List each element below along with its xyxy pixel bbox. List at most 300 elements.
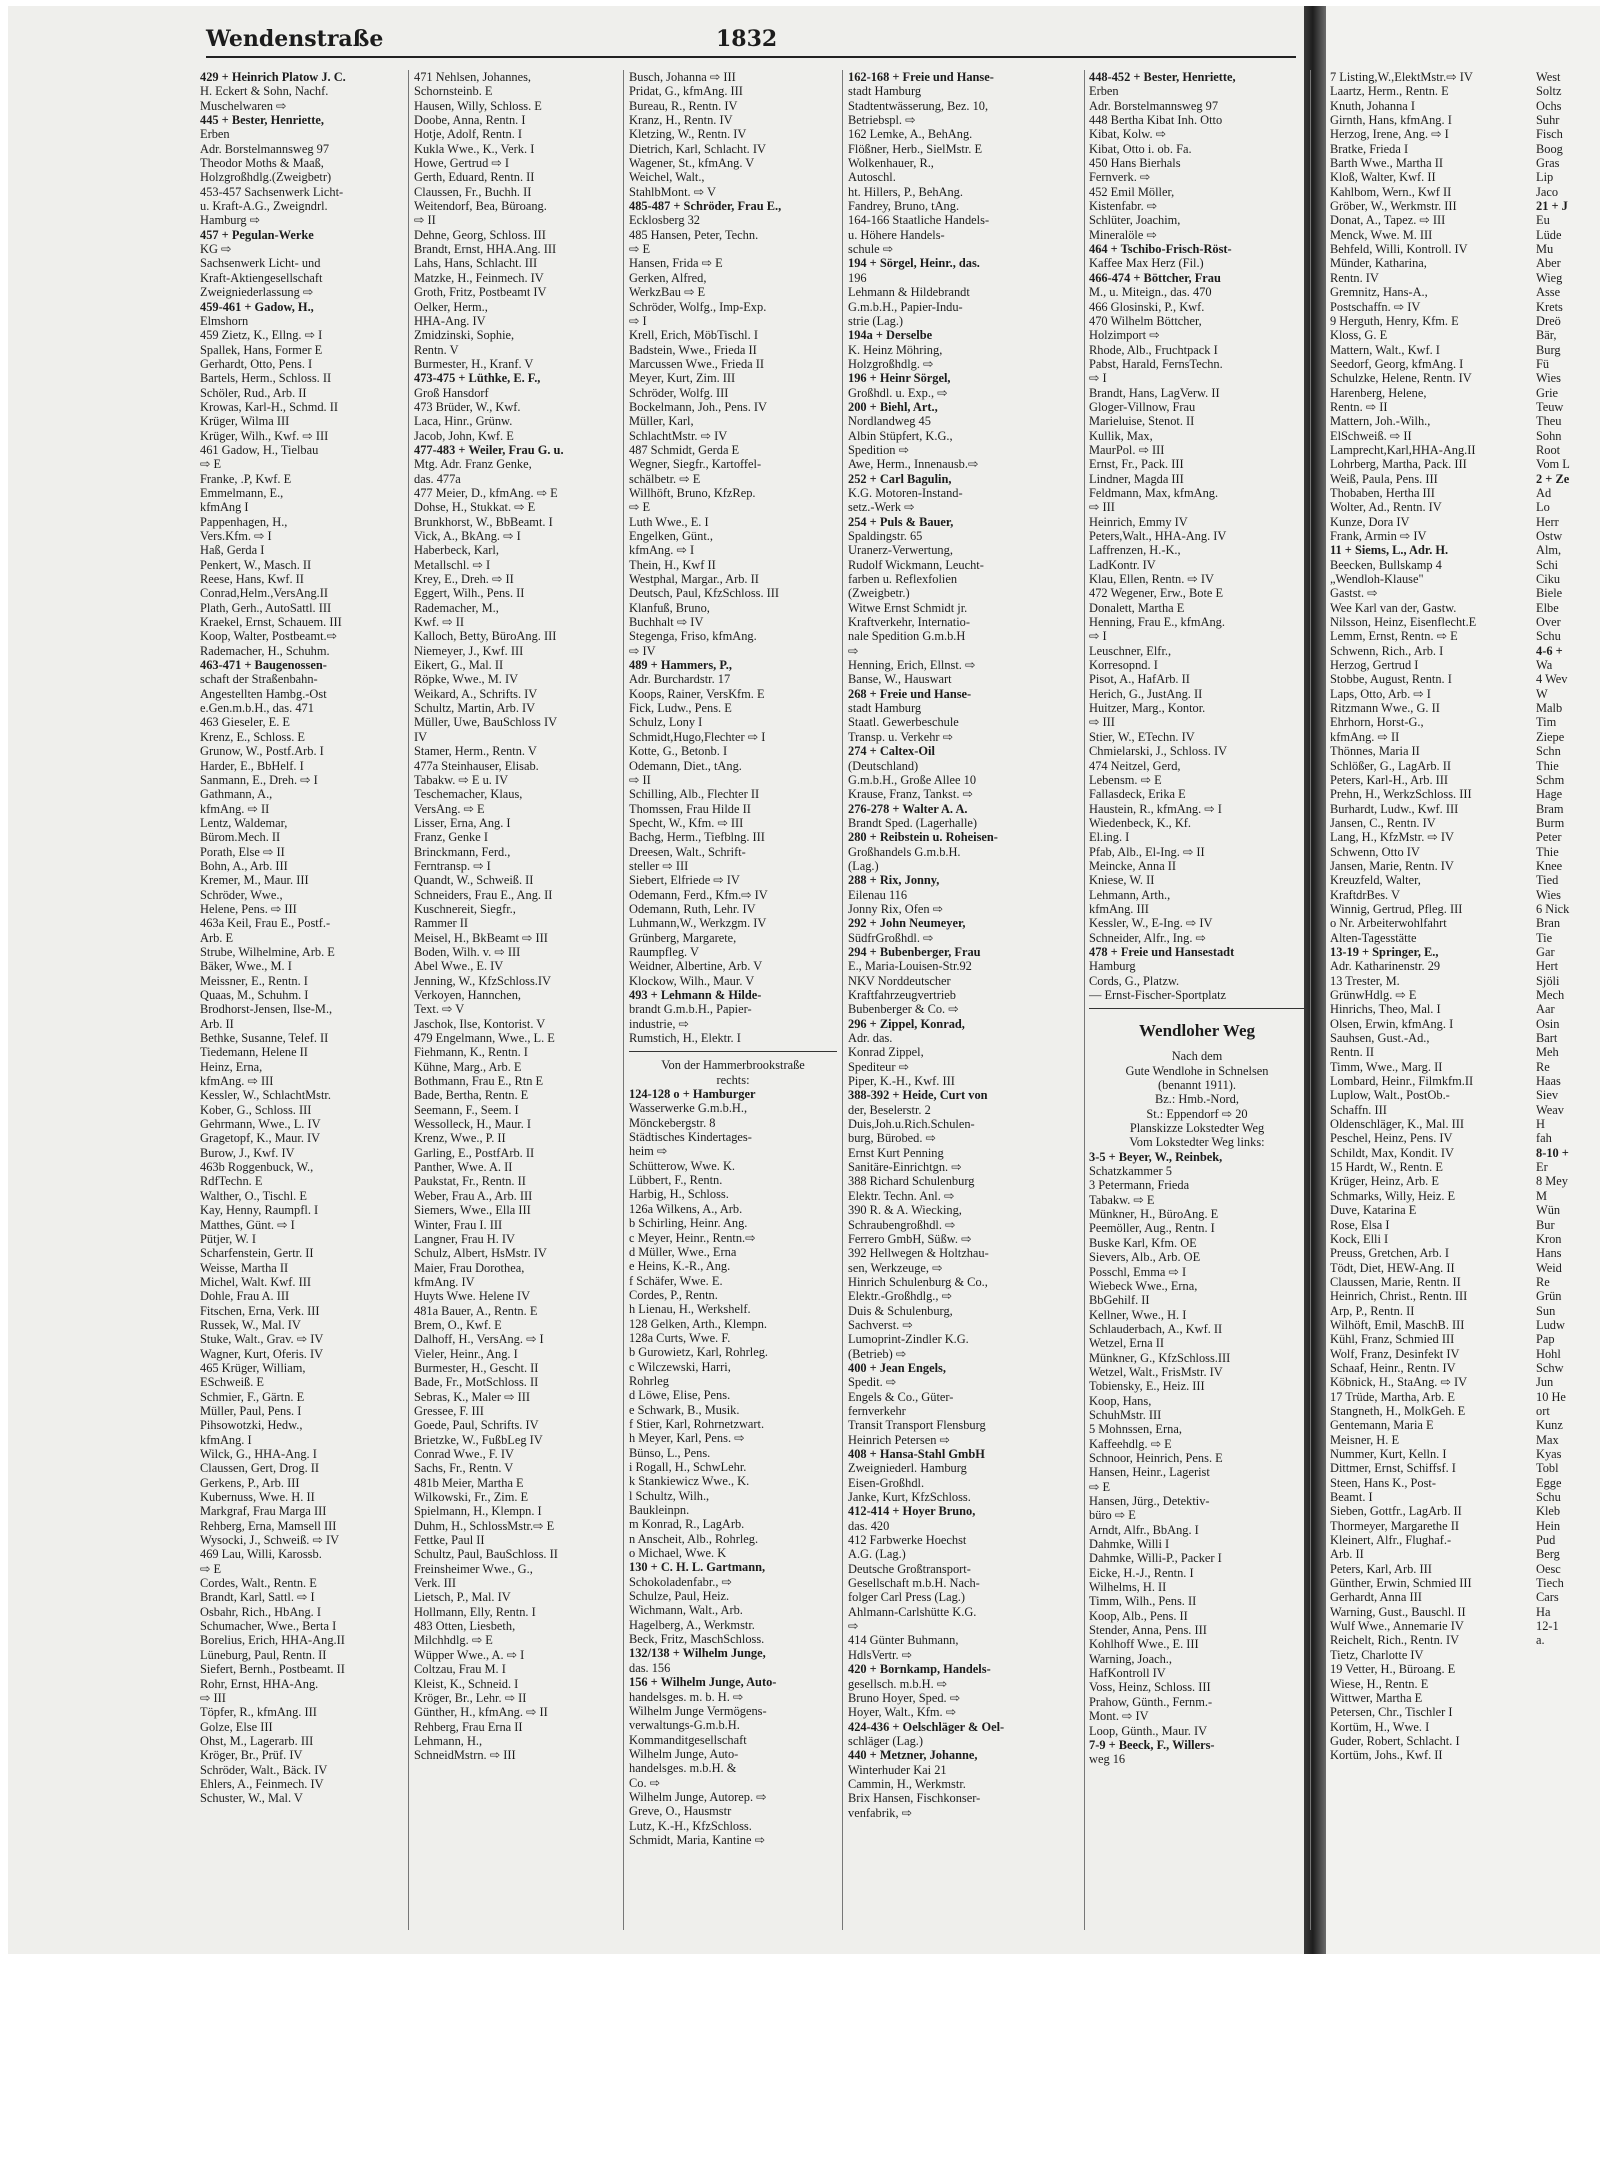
directory-entry-line: Mattern, Walt., Kwf. I (1330, 342, 1440, 357)
directory-entry-line: Rademacher, M., (414, 600, 499, 615)
directory-entry-line: Rose, Elsa I (1330, 1217, 1390, 1232)
directory-entry-line: Leuschner, Elfr., (1089, 643, 1172, 658)
directory-entry-line: Herich, G., JustAng. II (1089, 686, 1203, 701)
directory-entry-line: Rehberg, Erna, Mamsell III (200, 1518, 337, 1533)
directory-entry-line: Theodor Moths & Maaß, (200, 156, 324, 171)
directory-entry-line: Mont. ⇨ IV (1089, 1709, 1149, 1724)
directory-entry-line: Spedition ⇨ (848, 442, 909, 457)
directory-entry-line: Lüde (1536, 227, 1562, 242)
directory-entry-line: Ha (1536, 1604, 1551, 1619)
directory-entry-line: Weav (1536, 1102, 1564, 1117)
directory-entry-line: Kraftfahrzeugvertrieb (848, 988, 957, 1002)
directory-entry-line: Stegenga, Friso, kfmAng. (629, 629, 757, 644)
directory-entry-line: 124-128 o + Hamburger (629, 1087, 756, 1102)
directory-entry-line: Bratke, Frieda I (1330, 141, 1409, 156)
directory-entry-line: Lietsch, P., Mal. IV (414, 1590, 511, 1605)
directory-entry-line: Porath, Else ⇨ II (200, 844, 285, 859)
directory-entry-line: e Schwark, B., Musik. (629, 1402, 740, 1417)
directory-entry-line: 12-1 (1536, 1619, 1559, 1634)
directory-entry-line: Hagelberg, A., Werkmstr. (629, 1617, 755, 1632)
directory-entry-line: Pfab, Alb., El-Ing. ⇨ II (1089, 844, 1205, 859)
directory-entry-line: Hollmann, Elly, Rentn. I (414, 1604, 536, 1619)
directory-entry-line: u. Höhere Handels- (848, 227, 945, 242)
directory-entry-line: Pisot, A., HafArb. II (1089, 672, 1190, 687)
book-gutter (1304, 6, 1326, 1954)
directory-entry-line: Krüger, Wilh., Kwf. ⇨ III (200, 428, 329, 443)
directory-entry-line: Adr. Borstelmannsweg 97 (1089, 98, 1219, 113)
directory-entry-line: Fitschen, Erna, Verk. III (200, 1303, 320, 1318)
directory-entry-line: Wün (1536, 1203, 1561, 1218)
directory-entry-line: Greve, O., Hausmstr (629, 1804, 732, 1819)
directory-entry-line: Buske Karl, Kfm. OE (1089, 1235, 1197, 1250)
directory-entry-line: Wa (1536, 658, 1553, 673)
directory-entry-line: Marcussen Wwe., Frieda II (629, 356, 764, 371)
directory-entry-line: Wittwer, Martha E (1330, 1690, 1423, 1705)
directory-entry-line: Burhardt, Ludw., Kwf. III (1330, 801, 1459, 816)
directory-entry-line: Meisel, H., BkBeamt ⇨ III (414, 930, 548, 945)
directory-entry-line: Knuth, Johanna I (1330, 98, 1415, 113)
directory-entry-line: Jenning, W., KfzSchloss.IV (414, 973, 551, 988)
directory-entry-line: Thie (1536, 758, 1559, 773)
directory-entry-line: Kleb (1536, 1504, 1561, 1519)
directory-entry-line: Sievers, Alb., Arb. OE (1089, 1250, 1201, 1265)
directory-entry-line: Jansen, C., Rentn. IV (1330, 815, 1436, 830)
directory-entry-line: Burg (1536, 342, 1561, 357)
page-header (206, 26, 1286, 60)
directory-entry-line: Meh (1536, 1045, 1559, 1060)
directory-entry-line: 463a Keil, Frau E., Postf.- (200, 916, 331, 931)
directory-entry-line: Rentn. V (414, 342, 459, 357)
directory-entry-line: 487 Schmidt, Gerda E (629, 442, 740, 457)
directory-entry-line: St.: Eppendorf ⇨ 20 (1146, 1106, 1248, 1121)
directory-entry-line: Paukstat, Fr., Rentn. II (414, 1174, 526, 1189)
directory-entry-line: Dohse, H., Stukkat. ⇨ E (414, 500, 536, 515)
directory-entry-line: 268 + Freie und Hanse- (848, 686, 972, 701)
directory-entry-line: Beamt. I (1330, 1490, 1373, 1505)
directory-entry-line: G.m.b.H., Papier-Indu- (848, 299, 963, 314)
directory-entry-line: c Meyer, Heinr., Rentn.⇨ (629, 1230, 756, 1245)
directory-entry-line: Vers.Kfm. ⇨ I (200, 529, 272, 543)
directory-entry-line: Arp, P., Rentn. II (1330, 1303, 1415, 1318)
directory-entry-line: Duis,Joh.u.Rich.Schulen- (848, 1117, 975, 1132)
directory-entry-line: 472 Wegener, Erw., Bote E (1089, 586, 1224, 601)
directory-entry-line: Hage (1536, 787, 1563, 802)
directory-entry-line: Lang, H., KfzMstr. ⇨ IV (1330, 830, 1454, 845)
directory-entry-line: Erben (200, 127, 230, 142)
directory-entry-line: Peters,Walt., HHA-Ang. IV (1089, 529, 1227, 543)
directory-entry-line: 11 + Siems, L., Adr. H. (1330, 543, 1449, 558)
directory-entry-line: Hinrichs, Theo, Mal. I (1330, 1002, 1441, 1017)
directory-entry-line: Aber (1536, 256, 1561, 271)
directory-entry-line: kfmAng. ⇨ II (200, 801, 270, 816)
directory-entry-line: Kaffeehdlg. ⇨ E (1089, 1436, 1172, 1451)
section-rule (1089, 1008, 1305, 1015)
directory-entry-line: Odemann, Ferd., Kfm.⇨ IV (629, 887, 768, 902)
directory-entry-line: Ferntransp. ⇨ I (414, 858, 491, 873)
directory-entry-line: Max (1536, 1432, 1559, 1447)
directory-entry-line: Lebensm. ⇨ E (1089, 772, 1162, 787)
directory-entry-line: 388-392 + Heide, Curt von (848, 1088, 988, 1103)
directory-entry-line: Winterhuder Kai 21 (848, 1762, 947, 1777)
directory-entry-line: Bureau, R., Rentn. IV (629, 98, 738, 113)
section-rule (629, 1051, 837, 1058)
directory-entry-line: strie (Lag.) (848, 313, 904, 328)
directory-entry-line: Sanmann, E., Dreh. ⇨ I (200, 772, 318, 787)
directory-entry-line: Metallschl. ⇨ I (414, 557, 491, 572)
directory-entry-line: Arb. II (1330, 1547, 1364, 1562)
directory-entry-line: Hans (1536, 1246, 1562, 1261)
directory-entry-line: 8-10 + (1536, 1145, 1569, 1160)
directory-entry-line: Fallasdeck, Erika E (1089, 787, 1186, 802)
directory-entry-line: Lübbert, F., Rentn. (629, 1173, 723, 1188)
directory-entry-line: kfmAng. I (200, 1432, 252, 1447)
directory-entry-line: Prehn, H., WerkzSchloss. III (1330, 787, 1472, 802)
directory-entry-line: Kremer, M., Maur. III (200, 873, 309, 888)
directory-entry-line: Hamburg ⇨ (200, 213, 261, 228)
directory-entry-line: Gar (1536, 944, 1555, 959)
directory-entry-line: Gehrmann, Wwe., L. IV (200, 1117, 321, 1132)
directory-entry-line: Posschl, Emma ⇨ I (1089, 1264, 1187, 1279)
directory-entry-line: Seemann, F., Seem. I (414, 1102, 519, 1117)
directory-entry-line: 7-9 + Beeck, F., Willers- (1089, 1737, 1215, 1752)
directory-entry-line: Thobaben, Hertha III (1330, 485, 1435, 500)
directory-entry-line: Kron (1536, 1231, 1562, 1246)
directory-entry-line: Baukleinpn. (629, 1503, 690, 1518)
directory-entry-line: Nordlandweg 45 (848, 414, 931, 429)
directory-entry-line: Bär, (1536, 328, 1557, 343)
directory-entry-line: W (1536, 686, 1548, 701)
directory-entry-line: HdlsVertr. ⇨ (848, 1647, 913, 1662)
directory-entry-line: Golze, Else III (200, 1719, 273, 1734)
directory-entry-line: Koops, Rainer, VersKfm. E (629, 686, 765, 701)
directory-entry-line: 13-19 + Springer, E., (1330, 944, 1439, 959)
directory-entry-line: venfabrik, ⇨ (848, 1805, 913, 1820)
directory-entry-line: Kistenfabr. ⇨ (1089, 199, 1158, 214)
directory-entry-line: ESchweiß. E (200, 1375, 265, 1390)
directory-entry-line: Gathmann, A., (200, 787, 273, 802)
directory-entry-line: Schraubengroßhdl. ⇨ (848, 1217, 956, 1232)
directory-entry-line: Langner, Frau H. IV (414, 1231, 516, 1246)
directory-entry-line: steller ⇨ III (629, 858, 689, 873)
directory-entry-line: 10 He (1536, 1389, 1566, 1404)
directory-entry-line: 465 Krüger, William, (200, 1360, 306, 1375)
directory-entry-line: M., u. Miteign., das. 470 (1089, 285, 1212, 300)
directory-entry-line: Wagner, Kurt, Oferis. IV (200, 1346, 324, 1361)
directory-entry-line: Schlauderbach, A., Kwf. II (1089, 1321, 1223, 1336)
directory-entry-line: (benannt 1911). (1158, 1078, 1236, 1093)
directory-entry-line: Schi (1536, 557, 1559, 572)
header-rule (206, 56, 1296, 58)
directory-entry-line: büro ⇨ E (1089, 1508, 1136, 1523)
directory-entry-line: ⇨ E (1089, 1479, 1111, 1494)
directory-entry-line: Gremnitz, Hans-A., (1330, 285, 1428, 300)
directory-entry-line: Thomssen, Frau Hilde II (629, 801, 751, 816)
directory-entry-line: Bohn, A., Arb. III (200, 858, 288, 873)
directory-entry-line: Ahlmann-Carlshütte K.G. (848, 1604, 977, 1619)
directory-entry-line: Holzgroßhdlg.(Zweigbetr) (200, 170, 332, 185)
directory-entry-line: Jacob, John, Kwf. E (414, 428, 514, 443)
directory-entry-line: Burow, J., Kwf. IV (200, 1145, 295, 1160)
directory-entry-line: Reichelt, Rich., Rentn. IV (1330, 1633, 1460, 1648)
directory-entry-line: 132/138 + Wilhelm Junge, (629, 1646, 766, 1661)
directory-entry-line: Transp. u. Verkehr ⇨ (848, 729, 954, 744)
directory-entry-line: Warning, Gust., Bauschl. II (1330, 1604, 1466, 1619)
directory-entry-line: Wies (1536, 371, 1561, 386)
directory-entry-line: Claussen, Marie, Rentn. II (1330, 1274, 1461, 1289)
directory-entry-line: 485 Hansen, Peter, Techn. (629, 227, 759, 242)
directory-entry-line: Schildt, Max, Kondit. IV (1330, 1145, 1454, 1160)
directory-entry-line: Brodhorst-Jensen, Ilse-M., (200, 1002, 333, 1017)
directory-entry-line: Schmidt, Maria, Kantine ⇨ (629, 1832, 765, 1847)
directory-entry-line: Raumpfleg. V (629, 944, 699, 959)
directory-entry-line: Wee Karl van der, Gastw. (1330, 600, 1457, 615)
directory-entry-line: LadKontr. IV (1089, 557, 1156, 572)
directory-entry-line: 408 + Hansa-Stahl GmbH (848, 1447, 985, 1461)
directory-entry-line: Krause, Franz, Tankst. ⇨ (848, 787, 973, 802)
directory-entry-line: Feldmann, Max, kfmAng. (1089, 485, 1219, 500)
directory-entry-line: Markgraf, Frau Marga III (200, 1504, 327, 1519)
directory-entry-line: Boden, Wilh. v. ⇨ III (414, 944, 521, 959)
directory-entry-line: 17 Trüde, Martha, Arb. E (1330, 1389, 1455, 1404)
directory-entry-line: Brietzke, W., FußbLeg IV (414, 1432, 543, 1447)
directory-entry-line: handelsges. m.b.H. & (629, 1761, 737, 1776)
directory-entry-line: Schröder, Wolfg. III (629, 385, 729, 400)
directory-entry-line: Duve, Katarina E (1330, 1203, 1417, 1218)
directory-entry-line: Eicke, H.-J., Rentn. I (1089, 1565, 1194, 1580)
directory-entry-line: „Wendloh-Klause" (1330, 572, 1424, 587)
column-divider (1310, 70, 1311, 1930)
directory-entry-line: Lentz, Waldemar, (200, 815, 288, 830)
directory-entry-line: Schumacher, Wwe., Berta I (200, 1619, 337, 1634)
directory-entry-line: Tie (1536, 930, 1553, 945)
directory-entry-line: Lip (1536, 170, 1554, 185)
directory-entry-line: Panther, Wwe. A. II (414, 1160, 513, 1175)
directory-entry-line: Sjöli (1536, 973, 1560, 988)
directory-entry-line: Wolf, Franz, Desinfekt IV (1330, 1346, 1460, 1361)
directory-entry-line: Laps, Otto, Arb. ⇨ I (1330, 686, 1431, 701)
directory-entry-line: Michel, Walt. Kwf. III (200, 1274, 311, 1289)
directory-entry-line: fah (1536, 1131, 1552, 1146)
directory-entry-line: u. Kraft-A.G., Zweigndrl. (200, 199, 328, 214)
directory-entry-line: Pridat, G., kfmAng. III (629, 84, 743, 99)
directory-entry-line: Großhandels G.m.b.H. (848, 844, 961, 859)
directory-entry-line: Mineralöle ⇨ (1089, 227, 1157, 242)
directory-entry-line: Krowas, Karl-H., Schmd. II (200, 399, 338, 414)
directory-entry-line: Pütjer, W. I (200, 1231, 256, 1246)
directory-entry-line: 296 + Zippel, Konrad, (848, 1016, 965, 1031)
directory-entry-line: Rehberg, Frau Erna II (414, 1719, 523, 1734)
directory-entry-line: Brinckmann, Ferd., (414, 844, 511, 859)
directory-entry-line: Gressee, F. III (414, 1403, 484, 1418)
directory-entry-line: kfmAng. ⇨ II (1330, 729, 1400, 744)
directory-entry-line: Mech (1536, 988, 1565, 1002)
directory-entry-line: Gerth, Eduard, Rentn. II (414, 170, 535, 185)
directory-entry-line: Brandt, Ernst, HHA.Ang. III (414, 242, 557, 257)
directory-entry-line: Tim (1536, 715, 1557, 730)
directory-entry-line: Laca, Hinr., Grünw. (414, 414, 513, 429)
directory-entry-line: Müller, Karl, (629, 414, 694, 429)
directory-entry-line: Weichel, Walt., (629, 170, 705, 185)
directory-entry-line: ⇨ III (200, 1690, 226, 1705)
directory-entry-line: Kreuzfeld, Walter, (1330, 873, 1421, 888)
directory-entry-line: Holzgroßhdlg. ⇨ (848, 356, 934, 371)
directory-entry-line: Henning, Erich, Ellnst. ⇨ (848, 658, 976, 673)
directory-entry-line: 392 Hellwegen & Holtzhau- (848, 1246, 989, 1261)
directory-entry-line: Schneiders, Frau E., Ang. II (414, 887, 553, 902)
directory-entry-line: Kubernuss, Wwe. H. II (200, 1490, 315, 1505)
directory-entry-line: Conrad Wwe., F. IV (414, 1447, 514, 1461)
column-1 (200, 70, 403, 1940)
directory-entry-line: K.G. Motoren-Instand- (848, 485, 963, 500)
directory-entry-line: Kloß, Walter, Kwf. II (1330, 170, 1436, 185)
directory-entry-line: schälbetr. ⇨ E (629, 471, 701, 486)
directory-entry-line: rechts: (716, 1072, 750, 1087)
directory-entry-line: Burmester, H., Kranf. V (414, 356, 534, 371)
directory-entry-line: 274 + Caltex-Oil (848, 744, 935, 759)
directory-entry-line: 469 Lau, Willi, Karossb. (200, 1547, 322, 1562)
directory-entry-line: fernverkehr (848, 1403, 906, 1418)
directory-entry-line: Wieg (1536, 270, 1563, 285)
directory-entry-line: d Löwe, Elise, Pens. (629, 1388, 731, 1403)
directory-entry-line: 477-483 + Weiler, Frau G. u. (414, 442, 564, 457)
directory-entry-line: Pud (1536, 1533, 1556, 1548)
directory-entry-line: Schatzkammer 5 (1089, 1164, 1172, 1179)
directory-entry-line: 254 + Puls & Bauer, (848, 514, 954, 529)
directory-entry-line: Huyts Wwe. Helene IV (414, 1289, 531, 1304)
directory-entry-line: Rentn. IV (1330, 270, 1379, 285)
directory-entry-line: Bram (1536, 801, 1564, 816)
directory-entry-line: Eisen-Großhdl. (848, 1475, 925, 1490)
directory-entry-line: (Deutschland) (848, 758, 919, 773)
directory-entry-line: 128a Curts, Wwe. F. (629, 1330, 731, 1345)
directory-entry-line: Zweigniederlassung ⇨ (200, 285, 314, 300)
directory-entry-line: Schu (1536, 629, 1561, 644)
directory-entry-line: 4-6 + (1536, 643, 1563, 658)
directory-entry-line: Autoschl. (848, 170, 896, 185)
directory-entry-line: Günther, Erwin, Schmied III (1330, 1576, 1472, 1591)
directory-entry-line: Vom L (1536, 457, 1570, 472)
directory-entry-line: schule ⇨ (848, 242, 894, 257)
directory-entry-line: Harbig, H., Schloss. (629, 1187, 729, 1202)
directory-entry-line: Beck, Fritz, MaschSchloss. (629, 1632, 765, 1647)
directory-entry-line: H (1536, 1117, 1545, 1132)
directory-entry-line: Wilkowski, Fr., Zim. E (414, 1490, 529, 1505)
directory-entry-line: Eu (1536, 213, 1550, 228)
directory-entry-line: Franke, .P, Kwf. E (200, 471, 292, 486)
directory-entry-line: 463 Gieseler, E. E (200, 715, 290, 730)
directory-entry-line: Gröber, W., Werkmstr. III (1330, 199, 1457, 214)
directory-entry-line: Muschelwaren ⇨ (200, 98, 287, 113)
directory-entry-line: Quandt, W., Schweiß. II (414, 873, 534, 888)
directory-entry-line: 459-461 + Gadow, H., (200, 299, 314, 314)
directory-entry-line: Siev (1536, 1088, 1559, 1103)
directory-entry-line: Emmelmann, E., (200, 485, 284, 500)
directory-entry-line: Stuke, Walt., Grav. ⇨ IV (200, 1332, 324, 1347)
directory-entry-line: Voss, Heinz, Schloss. III (1089, 1680, 1211, 1695)
directory-entry-line: Kibat, Otto i. ob. Fa. (1089, 141, 1192, 156)
directory-entry-line: Peters, Karl, Arb. III (1330, 1561, 1432, 1576)
directory-entry-line: ⇨ II (629, 772, 651, 787)
directory-entry-line: Schuster, W., Mal. V (200, 1791, 303, 1806)
directory-entry-line: Petersen, Chr., Tischler I (1330, 1705, 1453, 1720)
directory-entry-line: Fick, Ludw., Pens. E (629, 701, 732, 716)
directory-entry-line: Borelius, Erich, HHA-Ang.II (200, 1633, 345, 1648)
directory-entry-line: Wetzel, Erna II (1089, 1336, 1165, 1351)
directory-entry-line: Dietrich, Karl, Schlacht. IV (629, 141, 766, 156)
directory-entry-line: Haas (1536, 1074, 1561, 1089)
directory-entry-line: Jansen, Marie, Rentn. IV (1330, 858, 1454, 873)
directory-entry-line: kfmAng. ⇨ I (629, 543, 695, 558)
column-7-partial (1536, 70, 1596, 1930)
directory-entry-line: kfmAng. ⇨ III (200, 1074, 274, 1089)
directory-entry-line: Sebras, K., Maler ⇨ III (414, 1389, 531, 1404)
directory-entry-line: Wolkenhauer, R., (848, 156, 934, 171)
directory-entry-line: Wüpper Wwe., A. ⇨ I (414, 1647, 525, 1662)
directory-entry-line: Cars (1536, 1590, 1559, 1605)
directory-entry-line: l Schultz, Wilh., (629, 1488, 710, 1503)
directory-entry-line: 448 Bertha Kibat Inh. Otto (1089, 113, 1223, 128)
directory-entry-line: MaurPol. ⇨ III (1089, 442, 1165, 457)
directory-entry-line: Donalett, Martha E (1089, 600, 1185, 615)
directory-entry-line: 7 Listing,W.,ElektMstr.⇨ IV (1330, 70, 1473, 84)
directory-entry-line: das. 420 (848, 1518, 890, 1533)
directory-entry-line: Schröder, Wolfg., Imp-Exp. (629, 299, 767, 314)
directory-entry-line: Ochs (1536, 98, 1562, 113)
directory-entry-line: Wilhelm Junge, Autorep. ⇨ (629, 1789, 767, 1804)
directory-entry-line: Sachverst. ⇨ (848, 1317, 913, 1332)
directory-entry-line: Zweigniederl. Hamburg (848, 1461, 967, 1476)
directory-entry-line: Bran (1536, 916, 1561, 931)
directory-entry-line: 13 Trester, M. (1330, 973, 1400, 988)
directory-entry-line: Bubenberger & Co. ⇨ (848, 1002, 959, 1017)
directory-entry-line: Schlößer, G., LagArb. II (1330, 758, 1451, 773)
directory-entry-line: schläger (Lag.) (848, 1733, 923, 1748)
directory-entry-line: Mönckebergstr. 8 (629, 1115, 716, 1130)
directory-entry-line: Wulf Wwe., Annemarie IV (1330, 1619, 1464, 1634)
directory-entry-line: Bade, Fr., MotSchloss. II (414, 1375, 539, 1390)
directory-entry-line: Schornsteinb. E (414, 84, 493, 99)
directory-entry-line: Heinrich, Christ., Rentn. III (1330, 1289, 1468, 1304)
directory-entry-line: 481a Bauer, A., Rentn. E (414, 1303, 538, 1318)
directory-entry-line: Schm (1536, 772, 1565, 787)
directory-entry-line: 194 + Sörgel, Heinr., das. (848, 256, 980, 271)
column-divider (842, 70, 843, 1930)
directory-entry-line: handelsges. m. b. H. ⇨ (629, 1689, 744, 1704)
directory-entry-line: Vom Lokstedter Weg links: (1129, 1135, 1265, 1150)
directory-entry-line: Kortüm, H., Wwe. I (1330, 1719, 1430, 1734)
directory-entry-line: Stamer, Herm., Rentn. V (414, 744, 537, 759)
directory-entry-line: 196 + Heinr Sörgel, (848, 371, 951, 386)
directory-entry-line: Weisse, Martha II (200, 1260, 289, 1275)
directory-entry-line: Eilenau 116 (848, 887, 908, 902)
directory-entry-line: Henning, Frau E., kfmAng. (1089, 615, 1225, 630)
directory-entry-line: Tiech (1536, 1576, 1564, 1591)
directory-entry-line: 429 + Heinrich Platow J. C. (200, 70, 346, 84)
directory-entry-line: Kwf. ⇨ II (414, 615, 464, 630)
directory-entry-line: Wilck, G., HHA-Ang. I (200, 1447, 317, 1461)
directory-entry-line: Bachg, Herm., Tiefblng. III (629, 830, 765, 845)
directory-entry-line: Odemann, Diet., tAng. (629, 758, 742, 773)
directory-entry-line: Burmester, H., Gescht. II (414, 1360, 539, 1375)
directory-entry-line: sen, Werkzeuge, ⇨ (848, 1260, 943, 1275)
directory-entry-line: (Betrieb) ⇨ (848, 1346, 907, 1361)
directory-entry-line: StahlbMont. ⇨ V (629, 184, 716, 199)
directory-entry-line: Willhöft, Bruno, KfzRep. (629, 485, 756, 500)
directory-entry-line: Barth Wwe., Martha II (1330, 156, 1443, 171)
directory-entry-line: Fü (1536, 356, 1550, 371)
directory-entry-line: 194a + Derselbe (848, 328, 933, 343)
directory-entry-line: farben u. Reflexfolien (848, 572, 958, 587)
